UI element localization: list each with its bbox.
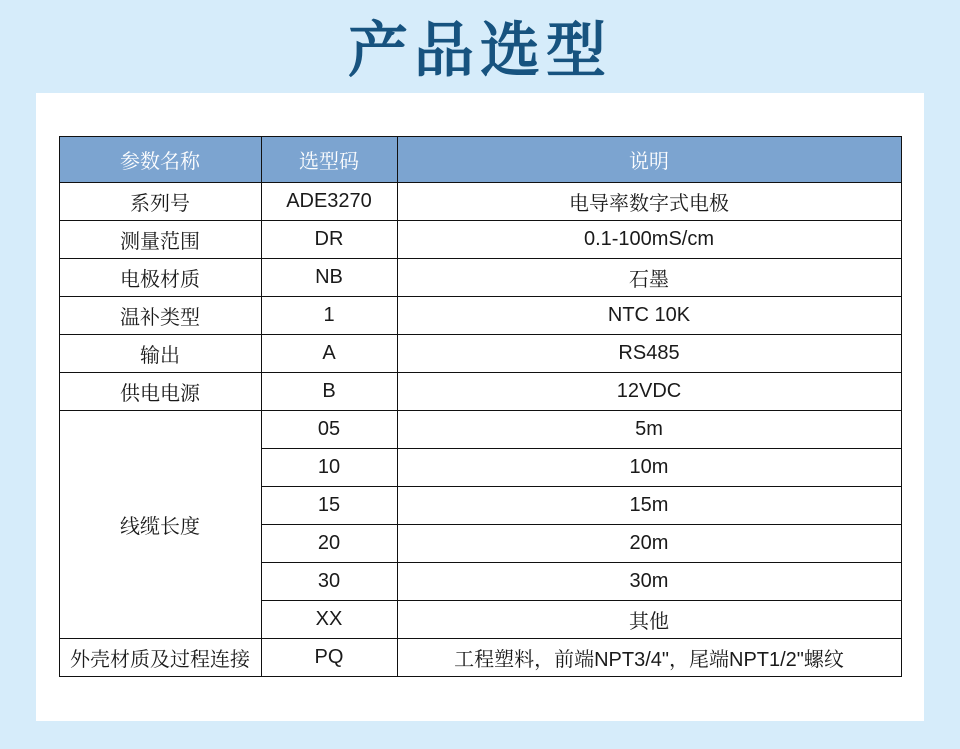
- code-cell: 20: [261, 525, 397, 563]
- table-row: [59, 221, 901, 259]
- desc-cell: 30m: [397, 563, 901, 601]
- code-cell: A: [261, 335, 397, 373]
- code-cell: XX: [261, 601, 397, 639]
- param-cell-housing: 外壳材质及过程连接: [59, 639, 261, 677]
- content-card: [36, 93, 924, 721]
- desc-cell: 5m: [397, 411, 901, 449]
- desc-cell: 石墨: [397, 259, 901, 297]
- table-row: [59, 373, 901, 411]
- page-title: 产品选型: [348, 17, 612, 84]
- param-cell: 温补类型: [59, 297, 261, 335]
- desc-cell: 20m: [397, 525, 901, 563]
- code-cell: B: [261, 373, 397, 411]
- header-param: 参数名称: [59, 137, 261, 183]
- code-cell: 15: [261, 487, 397, 525]
- param-cell: 输出: [59, 335, 261, 373]
- param-cell: 测量范围: [59, 221, 261, 259]
- code-cell: NB: [261, 259, 397, 297]
- code-cell: 05: [261, 411, 397, 449]
- desc-cell: 12VDC: [397, 373, 901, 411]
- table-row: [59, 639, 901, 677]
- desc-cell: 0.1-100mS/cm: [397, 221, 901, 259]
- desc-cell: 10m: [397, 449, 901, 487]
- desc-cell: 工程塑料，前端NPT3/4"，尾端NPT1/2"螺纹: [397, 639, 901, 677]
- desc-cell: 其他: [397, 601, 901, 639]
- table-row: [59, 259, 901, 297]
- param-cell: 电极材质: [59, 259, 261, 297]
- code-cell: 30: [261, 563, 397, 601]
- code-cell: 10: [261, 449, 397, 487]
- code-cell: PQ: [261, 639, 397, 677]
- table-row: [59, 411, 901, 449]
- param-cell-cable-length: 线缆长度: [59, 411, 261, 639]
- desc-cell: RS485: [397, 335, 901, 373]
- table-header-row: [59, 137, 901, 183]
- desc-cell: 15m: [397, 487, 901, 525]
- desc-cell: NTC 10K: [397, 297, 901, 335]
- code-cell: ADE3270: [261, 183, 397, 221]
- code-cell: 1: [261, 297, 397, 335]
- param-cell: 系列号: [59, 183, 261, 221]
- param-cell: 供电电源: [59, 373, 261, 411]
- header-desc: 说明: [397, 137, 901, 183]
- table-row: [59, 335, 901, 373]
- product-selection-table: [59, 136, 902, 677]
- table-row: [59, 297, 901, 335]
- header-code: 选型码: [261, 137, 397, 183]
- code-cell: DR: [261, 221, 397, 259]
- desc-cell: 电导率数字式电极: [397, 183, 901, 221]
- table-row: [59, 183, 901, 221]
